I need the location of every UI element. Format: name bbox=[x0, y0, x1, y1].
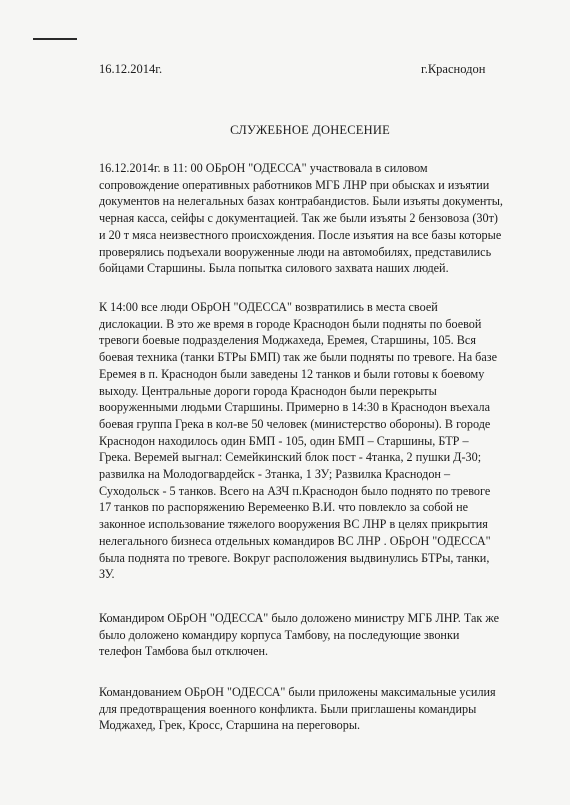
text-line: для предотвращения военного конфликта. Были приглашены командиры bbox=[99, 701, 477, 716]
text-line: бойцами Старшины. Была попытка силового захвата наших людей. bbox=[99, 261, 449, 276]
text-line: была поднята по тревоге. Вокруг расположения выдвинулись БТРы, танки, bbox=[99, 550, 490, 565]
text-line: развилка на Молодогвардейск - 3танка, 1 ЗУ; Развилка Краснодон – bbox=[99, 467, 451, 482]
scan-mark bbox=[33, 38, 77, 40]
text-line: Командованием ОБрОН "ОДЕССА" были приложены максимальные усилия bbox=[99, 685, 496, 699]
text-line: документов на нелегальных базах контрабандистов. Были изъяты документы, bbox=[99, 194, 503, 209]
text-line: черная касса, сейфы с документацией. Так же были изъяты 2 бензовоза (30т) bbox=[99, 211, 498, 226]
text-line: ЗУ. bbox=[99, 567, 115, 582]
header-date: 16.12.2014г. bbox=[99, 62, 163, 76]
text-line: было доложено командиру корпуса Тамбову, на последующие звонки bbox=[99, 627, 460, 642]
paragraph-4 bbox=[99, 684, 564, 734]
text-line: 17 танков по распоряжению Веремеенко В.И. что повлекло за собой не bbox=[99, 500, 469, 515]
text-line: телефон Тамбова был отключен. bbox=[99, 644, 269, 659]
text-line: выходу. Центральные дороги города Краснодон были перекрыты bbox=[99, 383, 437, 398]
text-line: боевая группа Грека в кол-ве 50 человек (министерство обороны). В городе bbox=[99, 416, 491, 431]
document-title: СЛУЖЕБНОЕ ДОНЕСЕНИЕ bbox=[230, 123, 390, 137]
text-line: Суходольск - 5 танков. Всего на АЗЧ п.Краснодон было поднято по тревоге bbox=[99, 483, 491, 498]
text-line: законное использование тяжелого вооружения ВС ЛНР в целях прикрытия bbox=[99, 517, 488, 532]
paragraph-1 bbox=[99, 160, 564, 277]
text-line: Моджахед, Грек, Кросс, Старшина на переговоры. bbox=[99, 718, 361, 733]
text-line: 16.12.2014г. в 11: 00 ОБрОН "ОДЕССА" участвовала в силовом bbox=[99, 161, 428, 175]
text-line: боевая техника (танки БТРы БМП) так же были подняты по тревоге. На базе bbox=[99, 350, 498, 365]
text-line: проверялись подъехали вооруженные люди на автомобилях, представились bbox=[99, 244, 492, 259]
text-line: сопровождение оперативных работников МГБ ЛНР при обысках и изъятии bbox=[99, 177, 490, 192]
text-line: Краснодон находилось один БМП - 105, один БМП – Старшины, БТР – bbox=[99, 433, 469, 448]
text-line: Еремея в п. Краснодон были заведены 12 танков и были готовы к боевому bbox=[99, 366, 485, 381]
paragraph-3 bbox=[99, 610, 564, 660]
text-line: нелегального бизнеса отдельных командиров ВС ЛНР . ОБрОН "ОДЕССА" bbox=[99, 533, 491, 548]
text-line: вооруженными людьми Старшины. Примерно в 14:30 в Краснодон въехала bbox=[99, 400, 490, 415]
text-line: и 20 т мяса неизвестного происхождения. После изъятия на все базы которые bbox=[99, 227, 502, 242]
text-line: дислокации. В это же время в городе Краснодон были подняты по боевой bbox=[99, 316, 482, 331]
paragraph-2 bbox=[99, 299, 564, 583]
header-city: г.Краснодон bbox=[421, 62, 486, 76]
text-line: Командиром ОБрОН "ОДЕССА" было доложено министру МГБ ЛНР. Так же bbox=[99, 611, 500, 625]
text-line: К 14:00 все люди ОБрОН "ОДЕССА" возвратились в места своей bbox=[99, 300, 438, 314]
text-line: Грека. Веремей выгнал: Семейкинский блок пост - 4танка, 2 пушки Д-30; bbox=[99, 450, 482, 465]
text-line: тревоги боевые подразделения Моджахеда, Еремея, Старшины, 105. Вся bbox=[99, 333, 476, 348]
